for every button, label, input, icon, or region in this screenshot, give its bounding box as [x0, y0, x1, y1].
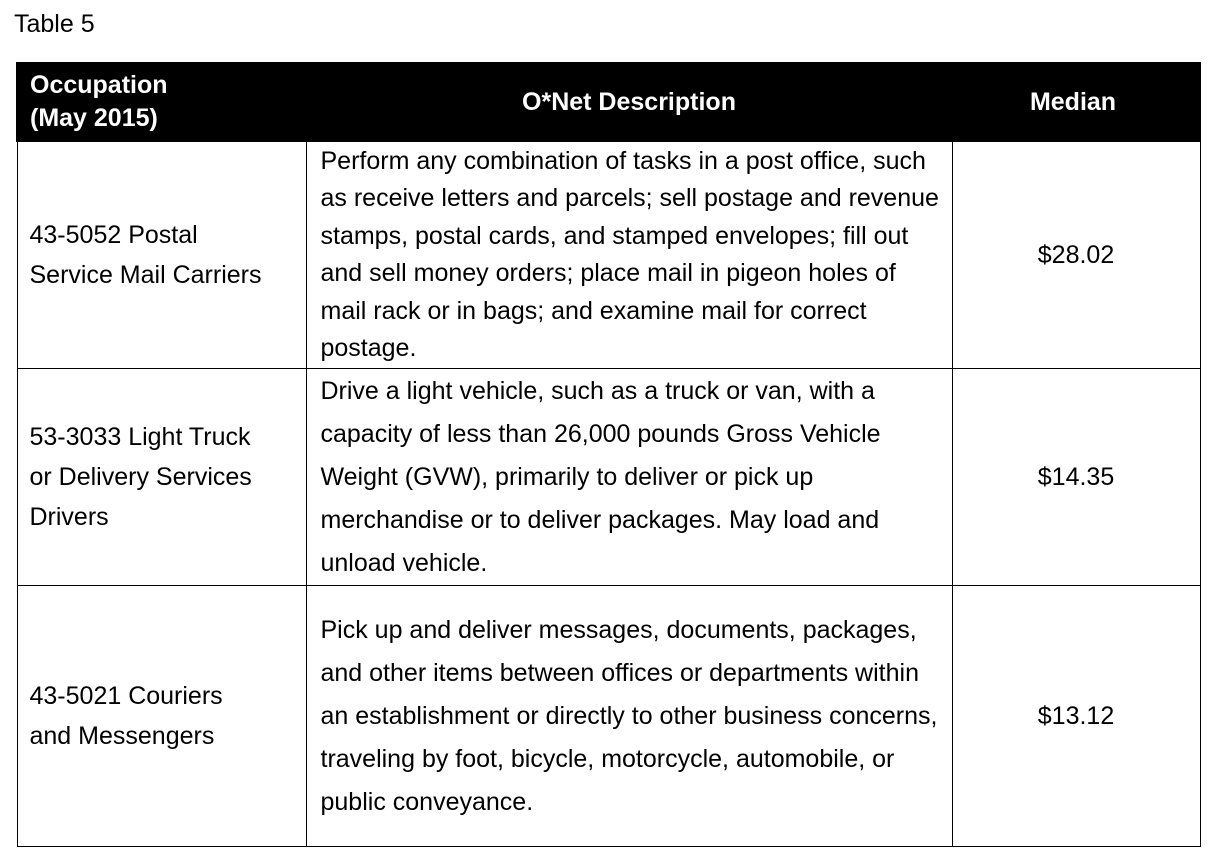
table-row: [17, 586, 1200, 847]
occupation-line: or Delivery Services: [29, 463, 252, 491]
header-description: O*Net Description: [306, 63, 952, 141]
description-cell: Drive a light vehicle, such as a truck or van, with a capacity of less than 26,000 pounds Gross Vehicle Weight (GVW), primarily to deliver or pick up merchandise or to deliver packages. May load and unload vehicle.: [306, 369, 952, 586]
occupation-line: Service Mail Carriers: [29, 261, 262, 289]
occupation-cell: [17, 141, 306, 369]
header-median: Median: [952, 63, 1200, 141]
table-caption: Table 5: [14, 10, 95, 38]
header-occupation: [17, 63, 306, 141]
occupation-cell: [17, 586, 306, 847]
occupation-line: 43-5052 Postal: [29, 221, 198, 249]
header-occupation-line1: Occupation: [30, 71, 168, 99]
occupation-line: Drivers: [29, 503, 109, 531]
header-occupation-line2: (May 2015): [30, 104, 158, 132]
table-row: [17, 369, 1200, 586]
occupation-line: 53-3033 Light Truck: [29, 423, 251, 451]
median-cell: $28.02: [952, 141, 1200, 369]
median-cell: $13.12: [952, 586, 1200, 847]
description-cell: Pick up and deliver messages, documents, packages, and other items between offices or departments within an establishment or directly to other business concerns, traveling by foot, bicycle, motorcycle, automobile, or public conveyance.: [306, 586, 952, 847]
occupation-line: 43-5021 Couriers: [29, 682, 223, 710]
table-row: [17, 141, 1200, 369]
occupation-line: and Messengers: [29, 722, 215, 750]
table-header-row: [17, 63, 1200, 141]
median-cell: $14.35: [952, 369, 1200, 586]
occupation-wage-table: [16, 62, 1201, 847]
description-cell: Perform any combination of tasks in a post office, such as receive letters and parcels; sell postage and revenue stamps, postal cards, and stamped envelopes; fill out and sell money orders; place mail in pigeon holes of mail rack or in bags; and examine mail for correct postage.: [306, 141, 952, 369]
occupation-cell: [17, 369, 306, 586]
